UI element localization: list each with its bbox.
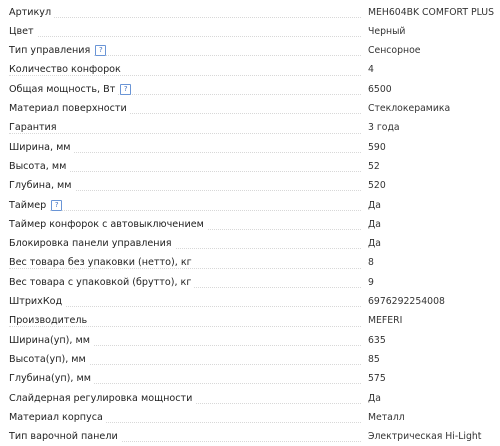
spec-row xyxy=(0,60,500,79)
spec-value: Стеклокерамика xyxy=(368,103,451,114)
spec-value: MEH604BK COMFORT PLUS xyxy=(368,6,495,18)
spec-value: 6976292254008 xyxy=(368,296,445,307)
spec-row xyxy=(0,311,500,330)
spec-row xyxy=(0,350,500,369)
spec-label: Высота, мм xyxy=(9,161,69,172)
spec-label: Цвет xyxy=(9,26,37,37)
spec-label: Материал корпуса xyxy=(9,412,106,423)
spec-row xyxy=(0,273,500,292)
spec-row xyxy=(0,408,500,427)
spec-row xyxy=(0,99,500,118)
spec-value: Да xyxy=(368,392,381,404)
spec-value: Сенсорное xyxy=(368,45,421,57)
spec-label-cell xyxy=(9,292,65,311)
spec-label: Глубина(уп), мм xyxy=(9,373,94,384)
spec-value: 85 xyxy=(368,353,380,365)
spec-row xyxy=(0,157,500,176)
dotted-leader xyxy=(9,133,361,134)
spec-row xyxy=(0,253,500,272)
dotted-leader xyxy=(9,36,361,37)
help-icon[interactable]: ? xyxy=(120,84,131,95)
spec-label: Вес товара с упаковкой (брутто), кг xyxy=(9,277,194,288)
spec-value: Электрическая Hi-Light xyxy=(368,431,482,443)
spec-row xyxy=(0,3,500,22)
spec-row xyxy=(0,41,500,60)
spec-row xyxy=(0,80,500,99)
spec-value: MEFERI xyxy=(368,315,403,327)
spec-label-cell xyxy=(9,389,195,408)
spec-row xyxy=(0,234,500,253)
spec-label-cell xyxy=(9,253,195,272)
spec-value: 52 xyxy=(368,160,380,172)
spec-value: 635 xyxy=(368,334,386,346)
spec-label: Общая мощность, Вт xyxy=(9,84,118,95)
spec-label-cell xyxy=(9,369,94,388)
dotted-leader xyxy=(9,17,361,18)
spec-label-cell xyxy=(9,41,106,60)
spec-label: Вес товара без упаковки (нетто), кг xyxy=(9,257,195,268)
spec-label: Тип управления xyxy=(9,45,93,56)
spec-label-cell xyxy=(9,80,131,99)
spec-label-cell xyxy=(9,99,130,118)
spec-label-cell xyxy=(9,273,194,292)
spec-label: Слайдерная регулировка мощности xyxy=(9,393,195,404)
spec-value: 575 xyxy=(368,373,386,385)
spec-label: Материал поверхности xyxy=(9,103,130,114)
spec-row xyxy=(0,215,500,234)
help-icon[interactable]: ? xyxy=(95,45,106,56)
spec-row xyxy=(0,138,500,157)
spec-label-cell xyxy=(9,331,93,350)
spec-label: ШтрихКод xyxy=(9,296,65,307)
spec-value: 9 xyxy=(368,276,374,288)
spec-row xyxy=(0,22,500,41)
spec-value: Металл xyxy=(368,411,405,423)
spec-label-cell xyxy=(9,350,89,369)
spec-label-cell xyxy=(9,138,74,157)
spec-value: Да xyxy=(368,238,381,250)
spec-value: Да xyxy=(368,199,381,211)
spec-label-cell xyxy=(9,157,69,176)
spec-label: Гарантия xyxy=(9,122,60,133)
spec-value: 3 года xyxy=(368,122,400,134)
spec-label: Таймер конфорок с автовыключением xyxy=(9,219,207,230)
spec-row xyxy=(0,331,500,350)
spec-value: 6500 xyxy=(368,83,392,95)
spec-value: Да xyxy=(368,218,381,230)
spec-row xyxy=(0,118,500,137)
spec-value: 520 xyxy=(368,180,386,192)
spec-label: Количество конфорок xyxy=(9,64,124,75)
help-icon[interactable]: ? xyxy=(51,200,62,211)
spec-label: Высота(уп), мм xyxy=(9,354,89,365)
spec-row xyxy=(0,292,500,311)
spec-value: 4 xyxy=(368,64,374,76)
spec-value: Черный xyxy=(368,25,406,37)
spec-label-cell xyxy=(9,408,106,427)
spec-row xyxy=(0,196,500,215)
spec-row xyxy=(0,427,500,446)
spec-row xyxy=(0,176,500,195)
spec-label: Ширина, мм xyxy=(9,142,74,153)
spec-label-cell xyxy=(9,311,90,330)
spec-label-cell xyxy=(9,234,175,253)
spec-label: Глубина, мм xyxy=(9,180,75,191)
spec-label: Тип варочной панели xyxy=(9,431,121,442)
spec-label-cell xyxy=(9,176,75,195)
spec-label-cell xyxy=(9,215,207,234)
spec-row xyxy=(0,389,500,408)
spec-label: Ширина(уп), мм xyxy=(9,335,93,346)
spec-label: Таймер xyxy=(9,200,49,211)
spec-label-cell xyxy=(9,118,60,137)
spec-value: 8 xyxy=(368,257,374,269)
spec-label-cell xyxy=(9,3,54,22)
spec-label: Артикул xyxy=(9,7,54,18)
spec-label-cell xyxy=(9,196,62,215)
spec-label-cell xyxy=(9,22,37,41)
spec-label: Производитель xyxy=(9,315,90,326)
spec-label-cell xyxy=(9,60,124,79)
spec-row xyxy=(0,369,500,388)
spec-label-cell xyxy=(9,427,121,446)
spec-value: 590 xyxy=(368,141,386,153)
spec-label: Блокировка панели управления xyxy=(9,238,175,249)
